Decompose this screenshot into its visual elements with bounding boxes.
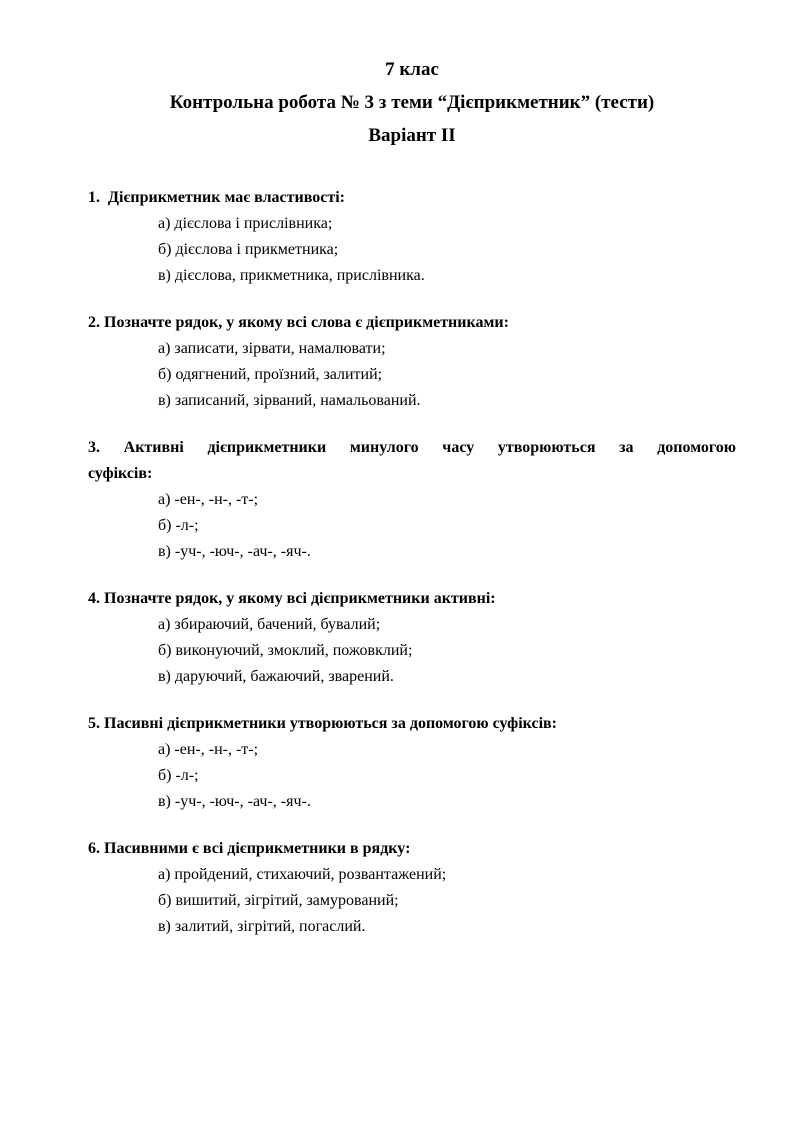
question-2-option-b: б) одягнений, проїзний, залитий; [158,366,383,383]
question-4 [88,586,736,690]
question-5-heading: 5. Пасивні дієприкметники утворюються за допомогою суфіксів: [88,715,557,732]
question-5-option-b: б) -л-; [158,767,199,784]
questions-list [88,185,736,940]
question-1-option-v: в) дієслова, прикметника, прислівника. [158,267,425,284]
question-6-heading: 6. Пасивними є всі дієприкметники в рядку: [88,840,411,857]
question-2-heading: 2. Позначте рядок, у якому всі слова є дієприкметниками: [88,314,509,331]
header-title: Контрольна робота № 3 з теми “Дієприкметник” (тести) [169,92,655,113]
question-3-heading-line1: 3. Активні дієприкметники минулого часу утворюються за допомогою [88,439,736,456]
question-6-option-a: а) пройдений, стихаючий, розвантажений; [158,866,447,883]
header-grade: 7 клас [385,59,439,80]
question-4-option-v: в) даруючий, бажаючий, зварений. [158,668,394,685]
question-4-options [88,612,736,690]
question-5-option-v: в) -уч-, -юч-, -ач-, -яч-. [158,793,311,810]
question-5-option-a: а) -ен-, -н-, -т-; [158,741,259,758]
question-3-option-a: а) -ен-, -н-, -т-; [158,491,259,508]
question-2 [88,310,736,414]
question-6-option-b: б) вишитий, зігрітий, замурований; [158,892,399,909]
question-4-heading: 4. Позначте рядок, у якому всі дієприкметники активні: [88,590,496,607]
question-3 [88,435,736,565]
question-4-option-b: б) виконуючий, змоклий, пожовклий; [158,642,413,659]
question-5-options [88,737,736,815]
question-1-option-b: б) дієслова і прикметника; [158,241,339,258]
question-6-options [88,862,736,940]
question-2-options [88,336,736,414]
question-1-options [88,211,736,289]
question-3-option-b: б) -л-; [158,517,199,534]
question-1-heading: 1. Дієприкметник має властивості: [88,189,345,206]
question-3-option-v: в) -уч-, -юч-, -ач-, -яч-. [158,543,311,560]
question-1-option-a: а) дієслова і прислівника; [158,215,333,232]
question-3-heading-line2: суфіксів: [88,465,153,482]
question-6-option-v: в) залитий, зігрітий, погаслий. [158,918,366,935]
document-header [88,53,736,152]
question-3-options [88,487,736,565]
question-5 [88,711,736,815]
question-4-option-a: а) збираючий, бачений, бувалий; [158,616,381,633]
question-1 [88,185,736,289]
question-6 [88,836,736,940]
question-2-option-a: а) записати, зірвати, намалювати; [158,340,386,357]
header-variant: Варіант II [368,125,456,146]
question-2-option-v: в) записаний, зірваний, намальований. [158,392,421,409]
